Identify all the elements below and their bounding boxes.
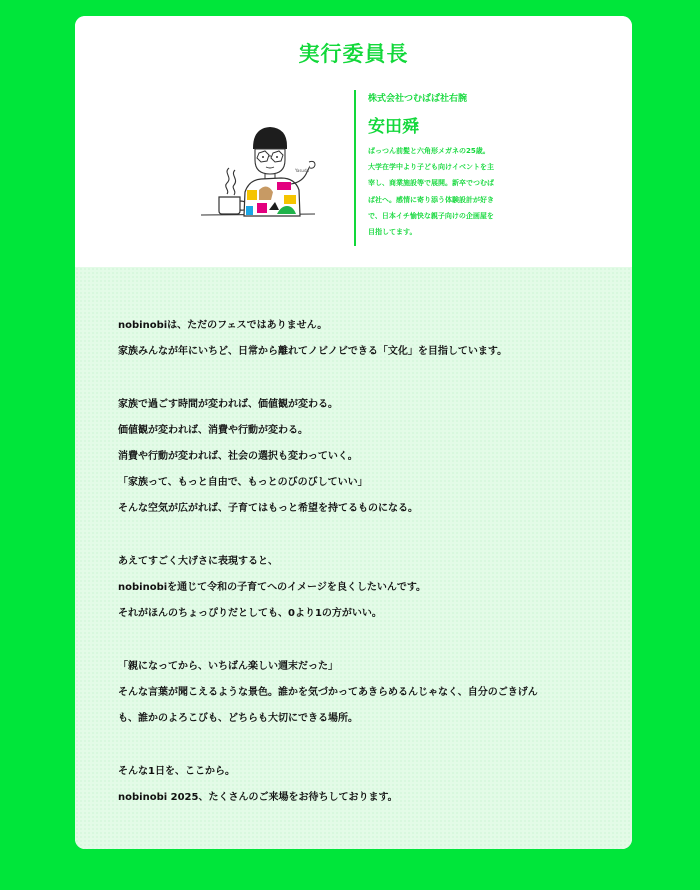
message-body (118, 313, 598, 811)
message-line: 「親になってから、いちばん楽しい週末だった」 (118, 661, 338, 672)
section-title: 実行委員長 (298, 42, 409, 66)
message-blank-line (118, 627, 598, 654)
message-line: そんな言葉が聞こえるような景色。誰かを気づかってあきらめるんじゃなく、自分のごきげん (118, 687, 538, 698)
message-line: nobinobiは、ただのフェスではありません。 (118, 320, 328, 331)
message-blank-line (118, 365, 598, 392)
bio-line: ぱっつん前髪と六角形メガネの25歳。 (368, 147, 490, 155)
profile-section (75, 16, 632, 267)
message-line: そんな空気が広がれば、子育てはもっと希望を持てるものになる。 (118, 503, 418, 514)
message-blank-line (118, 522, 598, 549)
message-line: 家族みんなが年にいちど、日常から離れてノビノビできる「文化」を目指しています。 (118, 346, 508, 357)
message-line: そんな1日を、ここから。 (118, 766, 235, 777)
person-name: 安田舜 (368, 117, 419, 137)
message-line: それがほんのちょっぴりだとしても、0より1の方がいい。 (118, 608, 382, 619)
message-line: nobinobi 2025、たくさんのご来場をお待ちしております。 (118, 792, 398, 803)
message-line: も、誰かのよろこびも、どちらも大切にできる場所。 (118, 713, 358, 724)
profile-divider (354, 90, 356, 246)
message-line: 価値観が変われば、消費や行動が変わる。 (118, 425, 308, 436)
message-line: nobinobiを通じて令和の子育てへのイメージを良くしたいんです。 (118, 582, 427, 593)
bio-line: 宰し、商業施設等で展開。新卒でつむぱ (368, 179, 494, 188)
message-line: あえてすごく大げさに表現すると、 (118, 556, 278, 567)
chairman-card (75, 16, 632, 849)
message-line: 家族で過ごす時間が変われば、価値観が変わる。 (118, 399, 338, 410)
portrait-illustration (199, 120, 331, 224)
bio-line: で、日本イチ愉快な親子向けの企画屋を (368, 211, 494, 220)
message-line: 「家族って、もっと自由で、もっとのびのびしていい」 (118, 477, 368, 488)
bio-line: ぱ社へ。感情に寄り添う体験設計が好き (368, 195, 494, 204)
bio (368, 143, 528, 240)
bio-line: 目指してます。 (368, 228, 417, 237)
bio-line: 大学在学中より子ども向けイベントを主 (368, 163, 494, 172)
affiliation: 株式会社つむぱぱ社右腕 (368, 94, 468, 104)
message-blank-line (118, 732, 598, 759)
illustration-signature: Yasuda (295, 168, 309, 173)
message-line: 消費や行動が変われば、社会の選択も変わっていく。 (118, 451, 358, 462)
